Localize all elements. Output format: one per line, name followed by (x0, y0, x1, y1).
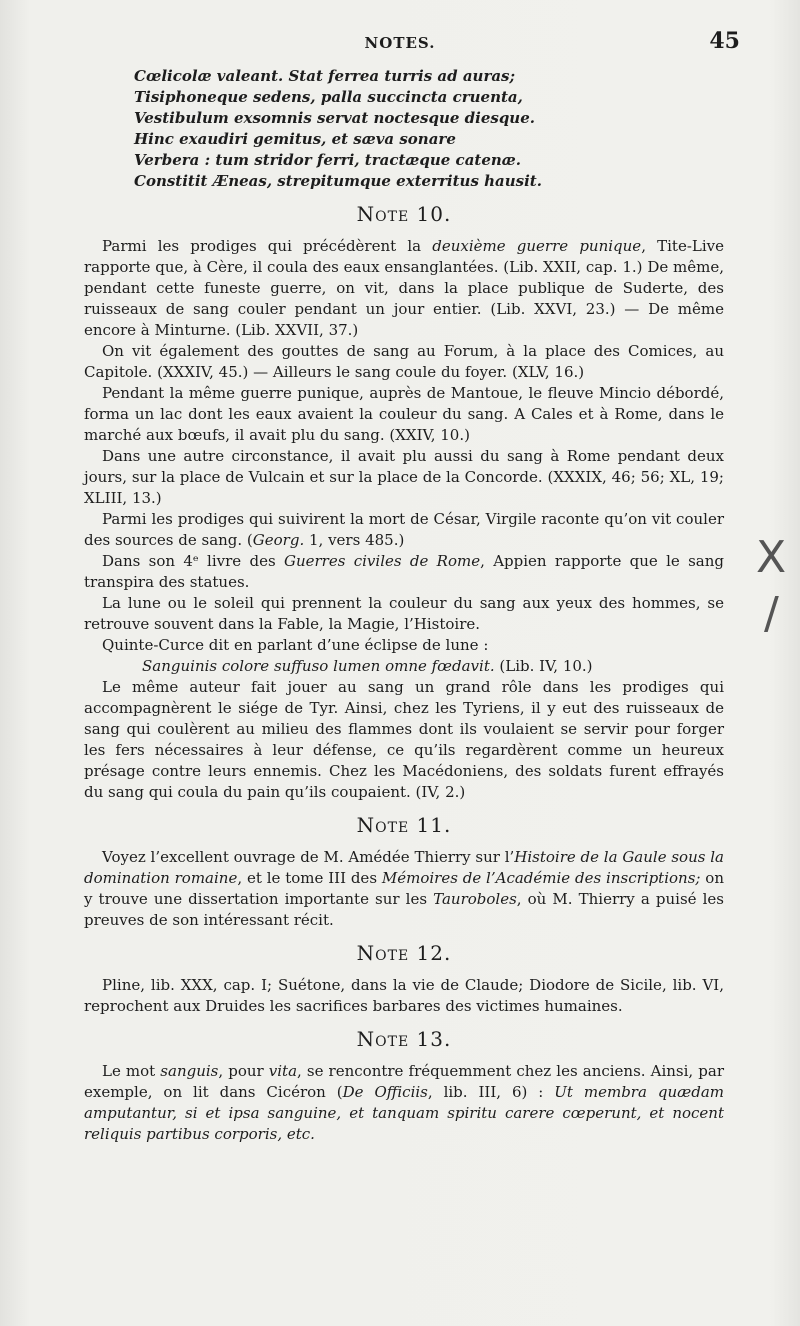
note-paragraph (84, 677, 724, 803)
italic-run: sanguis (160, 1062, 219, 1080)
note-paragraph (84, 341, 724, 383)
italic-run: Tauroboles (433, 890, 517, 908)
note-paragraph (84, 635, 724, 656)
italic-run: Sanguinis colore suffuso lumen omne fœdavit. (142, 657, 495, 675)
note-heading: Note 10. (356, 202, 452, 226)
note-heading: Note 13. (356, 1027, 452, 1051)
note-paragraph (84, 1061, 724, 1145)
text-run: Voyez l’excellent ouvrage de M. Amédée Thierry sur l’ (102, 848, 515, 866)
text-run: , lib. III, 6) : (427, 1083, 555, 1101)
note-paragraph (84, 383, 724, 446)
italic-run: vita (268, 1062, 298, 1080)
verse-line: Cœlicolæ valeant. Stat ferrea turris ad auras; (134, 67, 516, 85)
text-run: 1, vers 485.) (304, 531, 405, 549)
note-heading-word: Note (356, 813, 410, 837)
note-heading: Note 11. (356, 813, 452, 837)
note-heading-word: Note (356, 1027, 410, 1051)
verse-line: Constitit Æneas, strepitumque exterritus hausit. (134, 172, 542, 190)
note-heading-word: Note (356, 202, 410, 226)
latin-quote (142, 656, 724, 677)
text-run: Pline, lib. XXX, cap. I; Suétone, dans la vie de Claude; Diodore de Sicile, lib. VI, reprochent aux Druides les sacrifices barbares des victimes humaines. (84, 976, 724, 1015)
italic-run: Histoire de la Gaule sous la domination romaine (84, 848, 724, 887)
text-run: Pendant la même guerre punique, auprès de Mantoue, le fleuve Mincio débordé, forma un lac dont les eaux avaient la couleur du sang. A Cales et à Rome, dans le marché aux bœufs, il avait plu du sang. (XXIV, 10.) (84, 384, 724, 444)
note-paragraph (84, 975, 724, 1017)
text-run: , pour (218, 1062, 269, 1080)
text-run: Le mot (102, 1062, 161, 1080)
note-heading: Note 12. (356, 941, 452, 965)
italic-run: Georg. (252, 531, 305, 549)
page-header (60, 28, 740, 58)
notes-section (84, 204, 724, 1145)
text-run: on y trouve une dissertation importante sur les (84, 869, 724, 908)
note-paragraph (84, 551, 724, 593)
margin-mark-x: X (756, 532, 787, 583)
text-run: Dans son 4ᵉ livre des (102, 552, 284, 570)
note-heading-word: Note (356, 941, 410, 965)
text-run: , se rencontre fréquemment chez les anciens. Ainsi, par exemple, on lit dans Cicéron ( (84, 1062, 724, 1101)
note-paragraph (84, 509, 724, 551)
italic-run: deuxième guerre punique (432, 237, 642, 255)
page-content (84, 66, 724, 1145)
verse-line: Vestibulum exsomnis servat noctesque diesque. (134, 109, 535, 127)
text-run: Le même auteur fait jouer au sang un grand rôle dans les prodiges qui accompagnèrent le siége de Tyr. Ainsi, chez les Tyriens, il y eut des ruisseaux de sang qui coulèrent au milieu des flammes dont ils voulaient se servir pour forger les fers nécessaires à leur défense, ce qu’ils regardèrent comme un heureux présage contre leurs ennemis. Chez les Macédoniens, des soldats furent effrayés du sang qui coula du pain qu’ils coupaient. (IV, 2.) (84, 678, 724, 801)
margin-mark-slash: / (764, 588, 779, 639)
italic-run: De Officiis (342, 1083, 428, 1101)
text-run: (Lib. IV, 10.) (494, 657, 593, 675)
text-run: Dans une autre circonstance, il avait plu aussi du sang à Rome pendant deux jours, sur la place de Vulcain et sur la place de la Concorde. (XXXIX, 46; 56; XL, 19; XLIII, 13.) (84, 447, 724, 507)
text-run: , Tite-Live rapporte que, à Cère, il coula des eaux ensanglantées. (Lib. XXII, cap. 1.) De même, pendant cette funeste guerre, on vit, dans la place publique de Suderte, des ruisseaux de sang couler pendant un jour entier. (Lib. XXVI, 23.) — De même encore à Minturne. (Lib. XXVII, 37.) (84, 237, 725, 339)
text-run: Quinte-Curce dit en parlant d’une éclipse de lune : (102, 636, 489, 654)
note-paragraph (84, 446, 724, 509)
text-run: Parmi les prodiges qui suivirent la mort de César, Virgile raconte qu’on vit couler des sources de sang. ( (84, 510, 724, 549)
text-run: , où M. Thierry a puisé les preuves de son intéressant récit. (84, 890, 724, 929)
note-paragraph (84, 236, 724, 341)
note-paragraph (84, 847, 724, 931)
page-number: 45 (709, 28, 740, 54)
italic-run: Guerres civiles de Rome (283, 552, 481, 570)
verse-line: Hinc exaudiri gemitus, et sæva sonare (134, 130, 456, 148)
text-run: On vit également des gouttes de sang au Forum, à la place des Comices, au Capitole. (XXXIV, 45.) — Ailleurs le sang coule du foyer. (XLV, 16.) (84, 342, 724, 381)
verse-line: Tisiphoneque sedens, palla succincta cruenta, (134, 88, 523, 106)
running-head: NOTES. (364, 34, 436, 52)
verse-line: Verbera : tum stridor ferri, tractæque catenæ. (134, 151, 521, 169)
note-paragraph (84, 593, 724, 635)
text-run: Parmi les prodiges qui précédèrent la (102, 237, 433, 255)
italic-run: Ut membra quædam amputantur, si et ipsa sanguine, et tanquam spiritu carere cœperunt, et nocent reliquis partibus corporis, etc. (84, 1083, 724, 1143)
text-run: La lune ou le soleil qui prennent la couleur du sang aux yeux des hommes, se retrouve souvent dans la Fable, la Magie, l’Histoire. (84, 594, 724, 633)
text-run: , et le tome III des (237, 869, 382, 887)
italic-run: Mémoires de l’Académie des inscriptions; (381, 869, 701, 887)
latin-verse (134, 66, 724, 192)
text-run: , Appien rapporte que le sang transpira des statues. (84, 552, 725, 591)
